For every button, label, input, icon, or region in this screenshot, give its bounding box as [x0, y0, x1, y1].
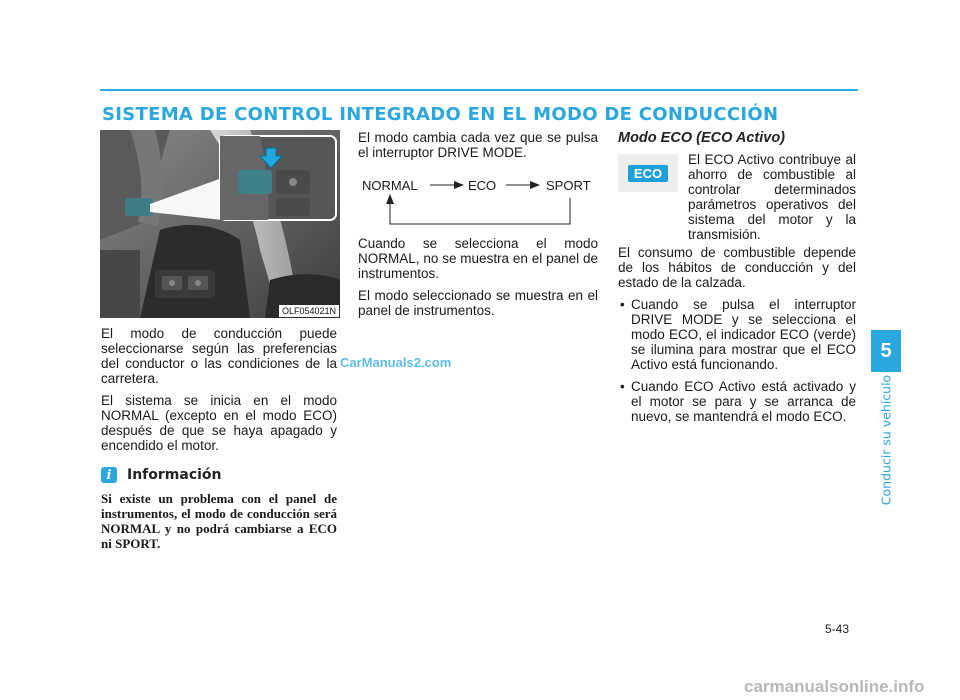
- left-column: [101, 326, 337, 551]
- mode-cycle-diagram: [358, 174, 598, 234]
- chapter-tab: 5: [871, 330, 901, 372]
- mode-sport: SPORT: [546, 178, 591, 193]
- console-illustration: [100, 130, 340, 318]
- chapter-label: Conducir su vehículo: [878, 374, 894, 506]
- info-icon: i: [101, 467, 117, 483]
- list-item: • Cuando ECO Activo está activado y el motor se para y se arranca de nuevo, se mantendrá el modo ECO.: [618, 379, 856, 424]
- page-number: 5-43: [825, 622, 850, 636]
- paragraph: El modo seleccionado se muestra en el panel de instrumentos.: [358, 288, 598, 318]
- mode-normal: NORMAL: [362, 178, 418, 193]
- paragraph: El sistema se inicia en el modo NORMAL (excepto en el modo ECO) después de que se haya apagado y encendido el motor.: [101, 393, 337, 453]
- bullet-list: [618, 297, 856, 424]
- figure-code: OLF054021N: [279, 305, 339, 317]
- watermark-link[interactable]: CarManuals2.com: [340, 355, 452, 370]
- top-rule: [100, 89, 858, 91]
- mode-eco: ECO: [468, 178, 497, 193]
- console-photo: [100, 130, 340, 318]
- right-column: [618, 130, 856, 431]
- eco-text: El ECO Activo contribuye al ahorro de combustible al controlar determinados parámetros operativos del sistema del motor y la transmisión.: [688, 152, 856, 242]
- paragraph: Cuando se selecciona el modo NORMAL, no se muestra en el panel de instrumentos.: [358, 236, 598, 281]
- eco-description: [618, 152, 856, 242]
- paragraph: El modo de conducción puede seleccionarse según las preferencias del conductor o las condiciones de la carretera.: [101, 326, 337, 386]
- eco-badge: ECO: [628, 165, 668, 182]
- paragraph: El modo cambia cada vez que se pulsa el interruptor DRIVE MODE.: [358, 130, 598, 160]
- list-item: • Cuando se pulsa el interruptor DRIVE MODE y se selecciona el modo ECO, el indicador ECO (verde) se ilumina para mostrar que el ECO Activo está funcionando.: [618, 297, 856, 372]
- eco-section-title: Modo ECO (ECO Activo): [618, 130, 786, 146]
- info-title: Información: [127, 467, 222, 483]
- info-body: Si existe un problema con el panel de instrumentos, el modo de conducción será NORMAL y no podrá cambiarse a ECO ni SPORT.: [101, 491, 337, 551]
- footer-watermark: carmanualsonline.info: [744, 677, 925, 696]
- mode-arrows: [358, 174, 598, 234]
- middle-column: [358, 130, 598, 318]
- eco-indicator: [618, 154, 678, 192]
- paragraph: El consumo de combustible depende de los hábitos de conducción y del estado de la calzada.: [618, 245, 856, 290]
- info-header: [101, 467, 337, 483]
- section-title: SISTEMA DE CONTROL INTEGRADO EN EL MODO DE CONDUCCIÓN: [102, 104, 779, 125]
